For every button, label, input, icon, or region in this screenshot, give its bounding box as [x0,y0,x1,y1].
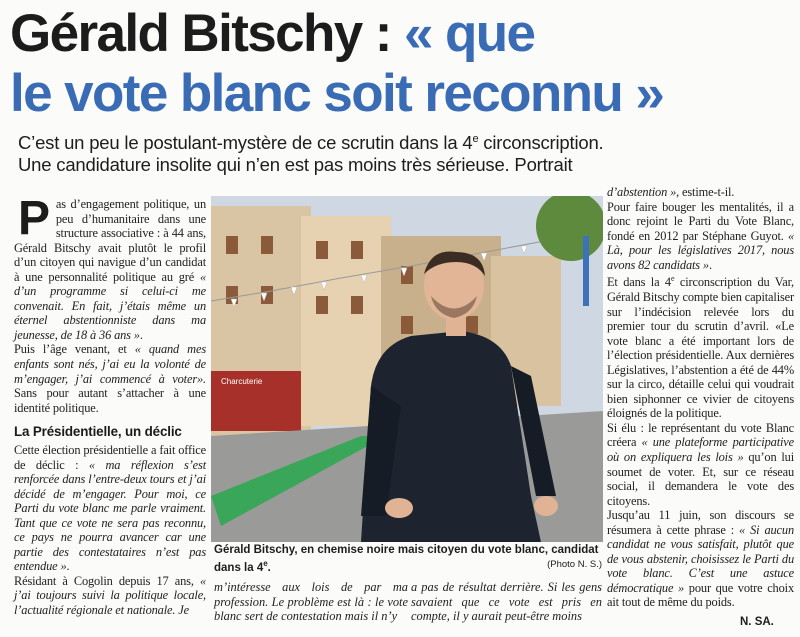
article-column-3 [411,580,602,624]
quote: m’intéresse aux lois de par ma profession. Le problème est là : le vote blanc sert de contestation mais il n’y [214,580,408,624]
lead-paragraph [18,128,798,176]
text: . [708,257,712,272]
quote: d’abstention » [607,185,677,199]
paragraph-1 [14,192,206,342]
sup: e [670,274,675,284]
text: Jusqu’au 11 juin, son discours se résumera à cette phrase : [607,508,794,537]
text: qu’on lui soumet de voter. Et, sur ce réseau social, il demandera le vote des citoyens. [607,449,794,508]
headline-quote-part2: le vote blanc soit reconnu » [10,64,664,123]
photo-caption [214,543,602,575]
text: as d’engagement politique, un peu d’humanitaire dans une structure associative : à 44 ans, Gérald Bitschy avait plutôt le profil d’un citoyen qui navigue d’un candidat à une personnalité politique au gré [14,197,206,284]
author-signature: N. SA. [740,616,774,628]
photo-illustration [211,196,603,542]
caption-sup: e [263,559,268,568]
lead-text-2: circonscription. [478,132,604,154]
headline-quote-part1: « que [403,4,535,63]
photo-credit: (Photo N. S.) [547,559,602,570]
text: . [139,327,143,342]
text: Sans pour autant s’attacher à une identité politique. [14,386,206,415]
article-column-1 [14,192,206,618]
paragraph-4 [14,574,206,618]
caption-end: . [267,561,271,574]
headline-name: Gérald Bitschy : [10,4,404,63]
headline [10,4,796,124]
text: , estime-t-il. [676,185,735,199]
paragraph-3 [14,443,206,574]
lead-text-1: C’est un peu le postulant-mystère de ce scrutin dans la 4 [18,132,473,154]
paragraph-6 [607,200,794,273]
text: Si élu : le représentant du vote Blanc créera [607,420,794,450]
subheading: La Présidentielle, un déclic [14,424,182,440]
quote: a pas de résultat derrière. Si les gens savaient que ce vote est pris en compte, il y aurait peut-être moins [411,580,602,624]
text: pour que votre choix ait tout de même du poids. [607,580,794,610]
paragraph-8 [607,421,794,508]
text: Puis l’âge venant, et [14,342,135,357]
article-column-4 [607,185,794,610]
portrait-photo [211,196,603,542]
paragraph-7 [607,272,794,421]
drop-cap: P [18,192,50,245]
article-column-2 [214,580,408,624]
caption-text: Gérald Bitschy, en chemise noire mais citoyen du vote blanc, candidat dans la 4 [214,544,599,574]
paragraph-5 [607,185,794,200]
text: Résidant à Cogolin depuis 17 ans, [14,573,200,588]
paragraph-9 [607,508,794,610]
quote: « ma réflexion s’est renforcée dans l’entre-deux tours et j’ai décidé de m’engager. Pour moi, ce Parti du vote blanc me parle vraiment. Tant que ce vote ne sera pas reconnu, ce pays ne pourra avancer car une partie des contestataires n’est pas entendue » [14,457,206,574]
quote: « une plateforme participative où on expliquera les lois » [607,435,794,464]
lead-sup: e [472,133,479,145]
shop-sign: Charcuterie [221,377,263,386]
text: . [66,559,70,574]
quote: « Si aucun candidat ne vous satisfait, plutôt que de vous abstenir, choisissez le Parti du vote blanc. C’est une astuce démocratique » [607,522,794,595]
quote: « Là, pour les législatives 2017, nous avons 82 candidats » [607,228,794,272]
lead-text-line2: Une candidature insolite qui n’en est pas moins très sérieuse. Portrait [18,154,573,176]
paragraph-2 [14,342,206,415]
quote: « d’un programme si celui-ci me convenait. En fait, j’étais même un éternel abstentionniste dans ma jeunesse, de 18 à 36 ans » [14,269,206,342]
text: circonscription du Var, Gérald Bitschy compte bien capitaliser sur l’indécision relevée lors du premier tour du scrutin d’avril. «Le vote blanc a été important lors de l’élection présidentielle. Aux dernières Législatives, l’abstention a été de 44% sur la circo, détaille celui qui voudrait bien siphonner ce vivier de citoyens éloignés de la politique. [607,275,794,421]
quote: « j’ai toujours suivi la politique locale, l’actualité régionale et nationale. Je [14,573,206,618]
quote: « quand mes enfants sont nés, j’ai eu la volonté de m’engager, j’ai commencé à voter». [14,342,206,386]
text: Et dans la 4 [607,275,671,290]
text: Cette élection présidentielle a fait office de déclic : [14,443,206,472]
text: Pour faire bouger les mentalités, il a donc rejoint le Parti du Vote Blanc, fondé en 2012 par Stéphane Guyot. [607,199,794,243]
flag-pole-banner [583,236,589,306]
